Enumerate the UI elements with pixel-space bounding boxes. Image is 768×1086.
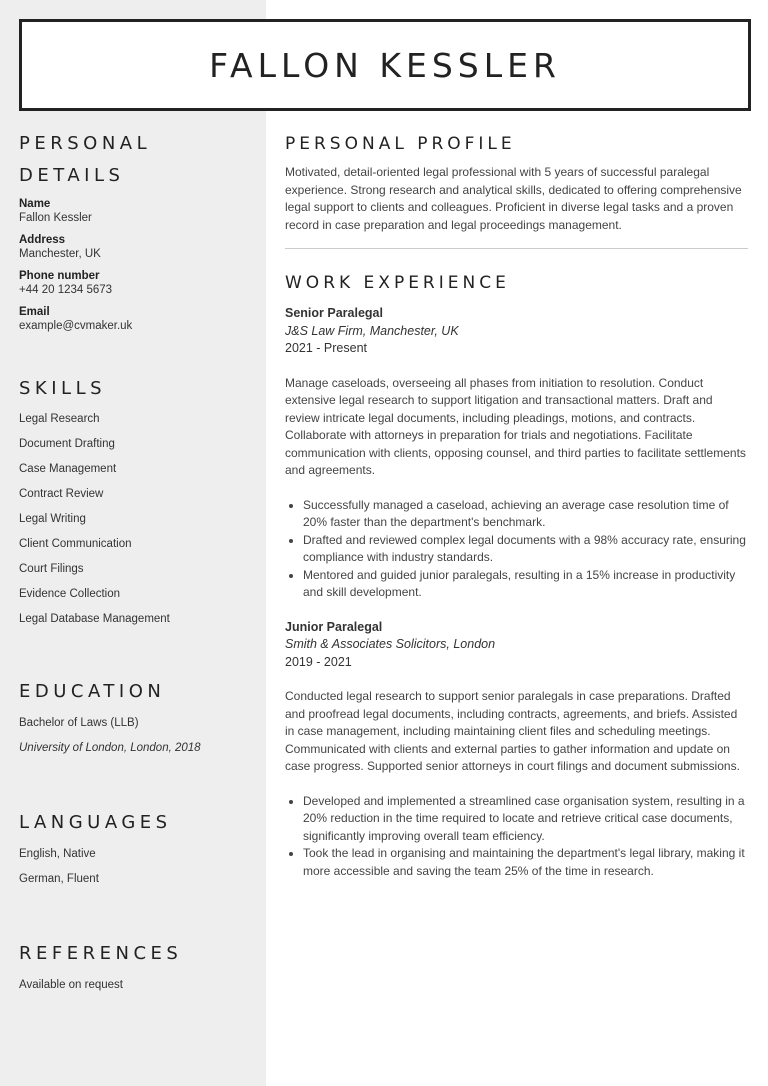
job-description: Conducted legal research to support senior paralegals in case preparations. Drafted and proofread legal documents, including contracts, agreements, and briefs. Assisted in case management, including maintaining client files and scheduling meetings. Communicated with clients and external parties to gather information and update on case progress. Supported senior attorneys in court filings and document submissions. <box>285 689 740 773</box>
job-dates: 2021 - Present <box>285 341 367 355</box>
skill-item: Court Filings <box>19 563 84 575</box>
address-label: Address <box>19 234 66 246</box>
left-column <box>19 128 249 998</box>
right-column <box>285 128 748 880</box>
skill-item: Contract Review <box>19 488 104 500</box>
job-company: J&S Law Firm, Manchester, UK <box>285 323 459 338</box>
work-experience-section <box>285 267 748 880</box>
job-title: Junior Paralegal <box>285 619 383 634</box>
skill-item: Document Drafting <box>19 438 115 450</box>
profile-section <box>285 128 748 234</box>
name-value: Fallon Kessler <box>19 212 92 224</box>
address-value: Manchester, UK <box>19 248 101 260</box>
name-label: Name <box>19 198 51 210</box>
section-divider <box>285 248 748 249</box>
achievement-item: • Drafted and reviewed complex legal documents with a 98% accuracy rate, ensuring compliance with industry standards. <box>303 532 748 567</box>
candidate-name: FALLON KESSLER <box>209 45 561 85</box>
profile-text: Motivated, detail-oriented legal professional with 5 years of successful paralegal experience. Strong research and analytical skills, dedicated to offering comprehensive legal support to clients and colleagues. Proficient in diverse legal tasks and a proven record in case preparation and legal proceedings management. <box>285 165 742 232</box>
job-entry <box>285 619 748 881</box>
work-experience-title: WORK EXPERIENCE <box>285 273 510 293</box>
skills-title: SKILLS <box>19 378 107 399</box>
job-dates: 2019 - 2021 <box>285 654 352 669</box>
skill-item: Case Management <box>19 463 117 475</box>
education-school: University of London, London, 2018 <box>19 742 201 754</box>
email-value: example@cvmaker.uk <box>19 320 133 332</box>
job-title: Senior Paralegal <box>285 306 383 320</box>
email-label: Email <box>19 306 50 318</box>
language-item: German, Fluent <box>19 873 99 885</box>
achievement-item: • Mentored and guided junior paralegals, resulting in a 15% increase in productivity and skill development. <box>303 567 748 602</box>
references-title: REFERENCES <box>19 943 183 964</box>
personal-details-title: PERSONAL DETAILS <box>19 133 152 186</box>
skill-item: Evidence Collection <box>19 588 121 600</box>
achievement-item: • Developed and implemented a streamlined case organisation system, resulting in a 20% reduction in the time required to locate and retrieve critical case documents, significantly improving overall team efficiency. <box>303 793 748 846</box>
job-entry <box>285 305 748 602</box>
personal-details-section <box>19 128 249 333</box>
skill-item: Legal Writing <box>19 513 86 525</box>
education-title: EDUCATION <box>19 681 166 702</box>
languages-title: LANGUAGES <box>19 812 172 833</box>
profile-title: PERSONAL PROFILE <box>285 134 516 154</box>
achievement-item: • Successfully managed a caseload, achieving an average case resolution time of 20% faster than the department's benchmark. <box>303 497 748 532</box>
achievement-item: • Took the lead in organising and maintaining the department's legal library, making it more accessible and saving the team 25% of the time in research. <box>303 845 748 880</box>
language-item: English, Native <box>19 848 96 860</box>
phone-label: Phone number <box>19 270 100 282</box>
skill-item: Client Communication <box>19 538 132 550</box>
job-achievements <box>285 793 748 881</box>
phone-value: +44 20 1234 5673 <box>19 284 113 296</box>
job-description: Manage caseloads, overseeing all phases from initiation to resolution. Conduct extensive legal research to support litigation and transactional matters. Draft and review intricate legal documents, including pleadings, motions, and contracts. Collaborate with attorneys in preparation for trials and negotiations. Facilitate communication with clients, opposing counsel, and third parties to facilitate settlements and agreements. <box>285 375 746 477</box>
languages-section <box>19 807 249 892</box>
name-header <box>19 19 751 111</box>
job-achievements <box>285 497 748 602</box>
job-company: Smith & Associates Solicitors, London <box>285 637 496 651</box>
skill-item: Legal Research <box>19 413 100 425</box>
references-section <box>19 938 249 998</box>
skills-section <box>19 373 249 632</box>
references-text: Available on request <box>19 979 123 991</box>
education-degree: Bachelor of Laws (LLB) <box>19 717 139 729</box>
education-section <box>19 676 249 761</box>
skill-item: Legal Database Management <box>19 613 170 625</box>
